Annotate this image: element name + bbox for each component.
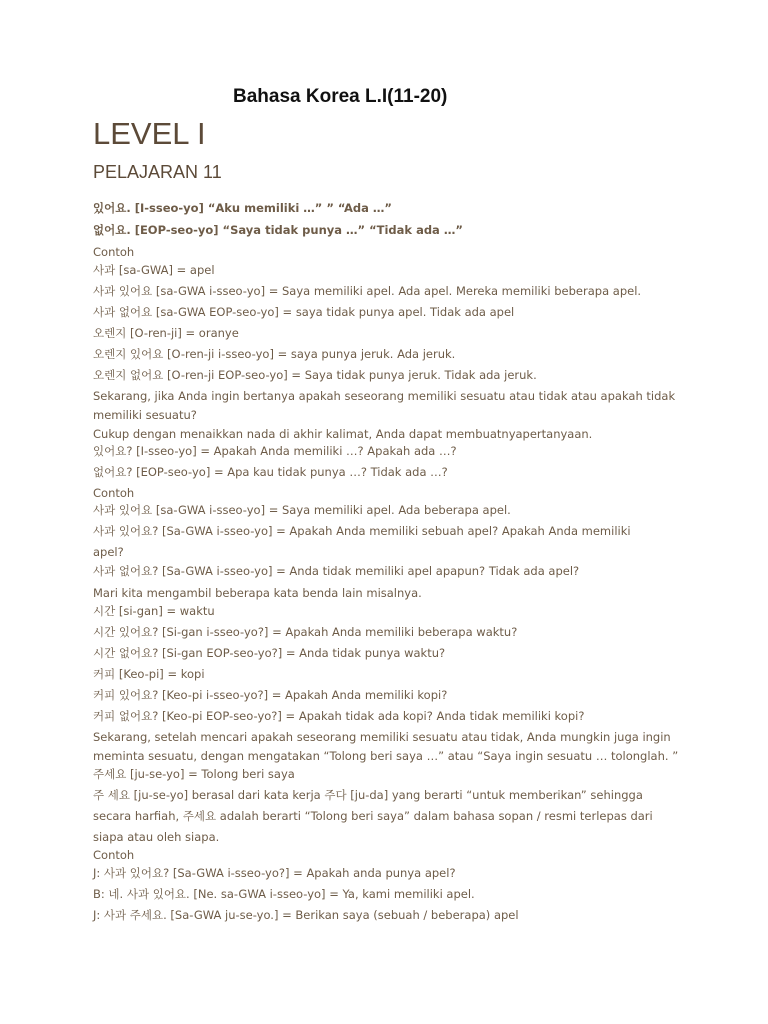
text-line: B: 네. 사과 있어요. [Ne. sa-GWA i-sseo-yo] = Ya, kami memiliki apel.: [93, 887, 475, 901]
text-line: 시간 [si-gan] = waktu: [93, 604, 215, 618]
text-line: 오렌지 있어요 [O-ren-ji i-sseo-yo] = saya punya jeruk. Ada jeruk.: [93, 347, 456, 361]
text-line: 시간 있어요? [Si-gan i-sseo-yo?] = Apakah Anda memiliki beberapa waktu?: [93, 625, 518, 639]
level-heading: LEVEL I: [93, 116, 206, 151]
text-line: 있어요. [I-sseo-yo] “Aku memiliki …” ” “Ada …”: [93, 201, 392, 215]
text-line: Sekarang, setelah mencari apakah seseorang memiliki sesuatu atau tidak, Anda mungkin juga ingin: [93, 730, 671, 744]
text-line: 있어요? [I-sseo-yo] = Apakah Anda memiliki …? Apakah ada …?: [93, 444, 457, 458]
text-line: 오렌지 없어요 [O-ren-ji EOP-seo-yo] = Saya tidak punya jeruk. Tidak ada jeruk.: [93, 368, 537, 382]
text-line: Contoh: [93, 245, 135, 259]
text-line: Cukup dengan menaikkan nada di akhir kalimat, Anda dapat membuatnyapertanyaan.: [93, 427, 593, 441]
text-line: siapa atau oleh siapa.: [93, 830, 220, 844]
text-line: 사과 있어요? [Sa-GWA i-sseo-yo] = Apakah Anda memiliki sebuah apel? Apakah Anda memiliki: [93, 524, 631, 538]
text-line: memiliki sesuatu?: [93, 408, 197, 422]
text-line: 없어요. [EOP-seo-yo] “Saya tidak punya …” “Tidak ada …”: [93, 223, 463, 237]
text-line: 주세요 [ju-se-yo] = Tolong beri saya: [93, 767, 295, 781]
text-line: J: 사과 주세요. [Sa-GWA ju-se-yo.] = Berikan saya (sebuah / beberapa) apel: [93, 908, 519, 922]
text-line: 사과 없어요 [sa-GWA EOP-seo-yo] = saya tidak punya apel. Tidak ada apel: [93, 305, 515, 319]
text-line: Contoh: [93, 486, 135, 500]
text-line: Sekarang, jika Anda ingin bertanya apakah seseorang memiliki sesuatu atau tidak atau apakah tidak: [93, 389, 676, 403]
text-line: 사과 있어요 [sa-GWA i-sseo-yo] = Saya memiliki apel. Ada beberapa apel.: [93, 503, 511, 517]
document-title: Bahasa Korea L.I(11-20): [233, 86, 448, 107]
text-line: 커피 없어요? [Keo-pi EOP-seo-yo?] = Apakah tidak ada kopi? Anda tidak memiliki kopi?: [93, 709, 585, 723]
text-line: 사과 [sa-GWA] = apel: [93, 263, 215, 277]
text-line: Contoh: [93, 848, 135, 862]
lesson-heading: PELAJARAN 11: [93, 162, 222, 182]
text-line: apel?: [93, 545, 124, 559]
text-line: 오렌지 [O-ren-ji] = oranye: [93, 326, 239, 340]
text-line: Mari kita mengambil beberapa kata benda lain misalnya.: [93, 586, 422, 600]
text-line: meminta sesuatu, dengan mengatakan “Tolong beri saya …” atau “Saya ingin sesuatu … tolonglah. ”: [93, 749, 679, 763]
text-line: 커피 [Keo-pi] = kopi: [93, 667, 205, 681]
text-line: 사과 없어요? [Sa-GWA i-sseo-yo] = Anda tidak memiliki apel apapun? Tidak ada apel?: [93, 564, 580, 578]
text-line: 주 세요 [ju-se-yo] berasal dari kata kerja 주다 [ju-da] yang berarti “untuk memberikan” sehingga: [93, 788, 643, 802]
text-line: 커피 있어요? [Keo-pi i-sseo-yo?] = Apakah Anda memiliki kopi?: [93, 688, 448, 702]
text-line: J: 사과 있어요? [Sa-GWA i-sseo-yo?] = Apakah anda punya apel?: [93, 866, 456, 880]
text-line: secara harfiah, 주세요 adalah berarti “Tolong beri saya” dalam bahasa sopan / resmi terlepas dari: [93, 809, 653, 823]
text-line: 없어요? [EOP-seo-yo] = Apa kau tidak punya …? Tidak ada …?: [93, 465, 448, 479]
text-line: 사과 있어요 [sa-GWA i-sseo-yo] = Saya memiliki apel. Ada apel. Mereka memiliki beberapa apel.: [93, 284, 642, 298]
text-line: 시간 없어요? [Si-gan EOP-seo-yo?] = Anda tidak punya waktu?: [93, 646, 446, 660]
